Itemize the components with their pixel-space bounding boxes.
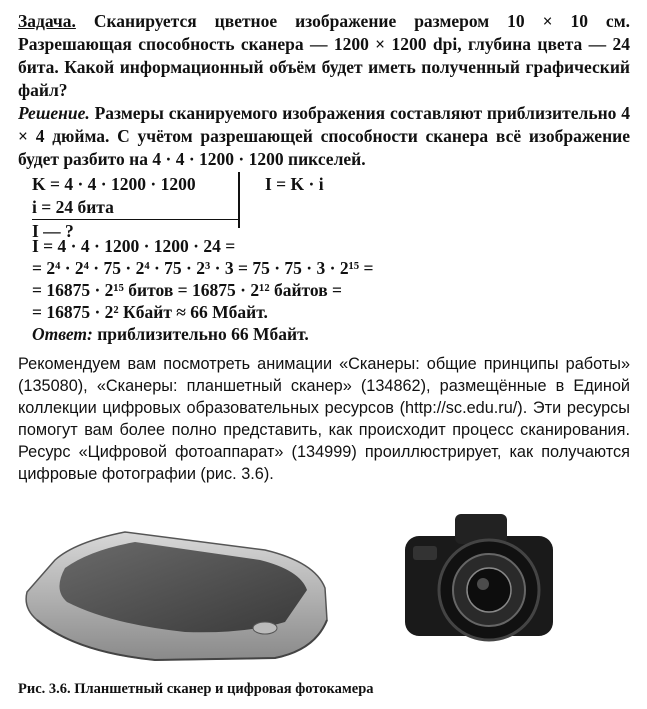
formula: I = K · i xyxy=(265,174,324,194)
answer-text: приблизительно 66 Мбайт. xyxy=(97,324,309,344)
solution-text: Размеры сканируемого изображения составляют приблизительно 4 × 4 дюйма. С учётом разрешающей способности сканера всё изображение будет разбито на 4 · 4 · 1200 · 1200 пикселей. xyxy=(18,103,630,169)
task-label: Задача. xyxy=(18,11,76,31)
task-text: Сканируется цветное изображение размером 10 × 10 см. Разрешающая способность сканера — 1200 × 1200 dpi, глубина цвета — 24 бита. Какой информационный объём будет иметь полученный графический файл? xyxy=(18,11,630,100)
calculation xyxy=(32,235,632,323)
digital-camera-illustration xyxy=(395,504,565,654)
recommend-paragraph: Рекомендуем вам посмотреть анимации «Сканеры: общие принципы работы» (135080), «Сканеры: планшетный сканер» (134862), размещённые в Единой коллекции цифровых образовательных ресурсов (http://sc.edu.ru/). Эти ресурсы помогут вам более полно представить, как происходит процесс сканирования. Ресурс «Цифровой фотоаппарат» (134999) проиллюстрирует, как получаются цифровые фотографии (рис. 3.6). xyxy=(18,355,630,483)
calc-line-4: = 16875 · 2² Кбайт ≈ 66 Мбайт. xyxy=(32,302,268,322)
calc-line-3: = 16875 · 2¹⁵ битов = 16875 · 2¹² байтов = xyxy=(32,280,343,300)
given-divider xyxy=(238,172,240,228)
given-i: i = 24 бита xyxy=(32,196,240,220)
calc-line-1: I = 4 · 4 · 1200 · 1200 · 24 = xyxy=(32,236,236,256)
given-find: I — ? xyxy=(32,221,74,241)
task-paragraph xyxy=(18,10,630,102)
answer-label: Ответ: xyxy=(32,324,93,344)
calc-line-2: = 2⁴ · 2⁴ · 75 · 2⁴ · 75 · 2³ · 3 = 75 · 75 · 3 · 2¹⁵ = xyxy=(32,258,374,278)
answer xyxy=(32,323,309,345)
figure-caption: Рис. 3.6. Планшетный сканер и цифровая фотокамера xyxy=(18,681,374,697)
given-block xyxy=(32,173,240,243)
given-k: K = 4 · 4 · 1200 · 1200 xyxy=(32,174,196,194)
solution-label: Решение. xyxy=(18,103,90,123)
solution-paragraph xyxy=(18,102,630,171)
flatbed-scanner-illustration xyxy=(15,510,335,665)
